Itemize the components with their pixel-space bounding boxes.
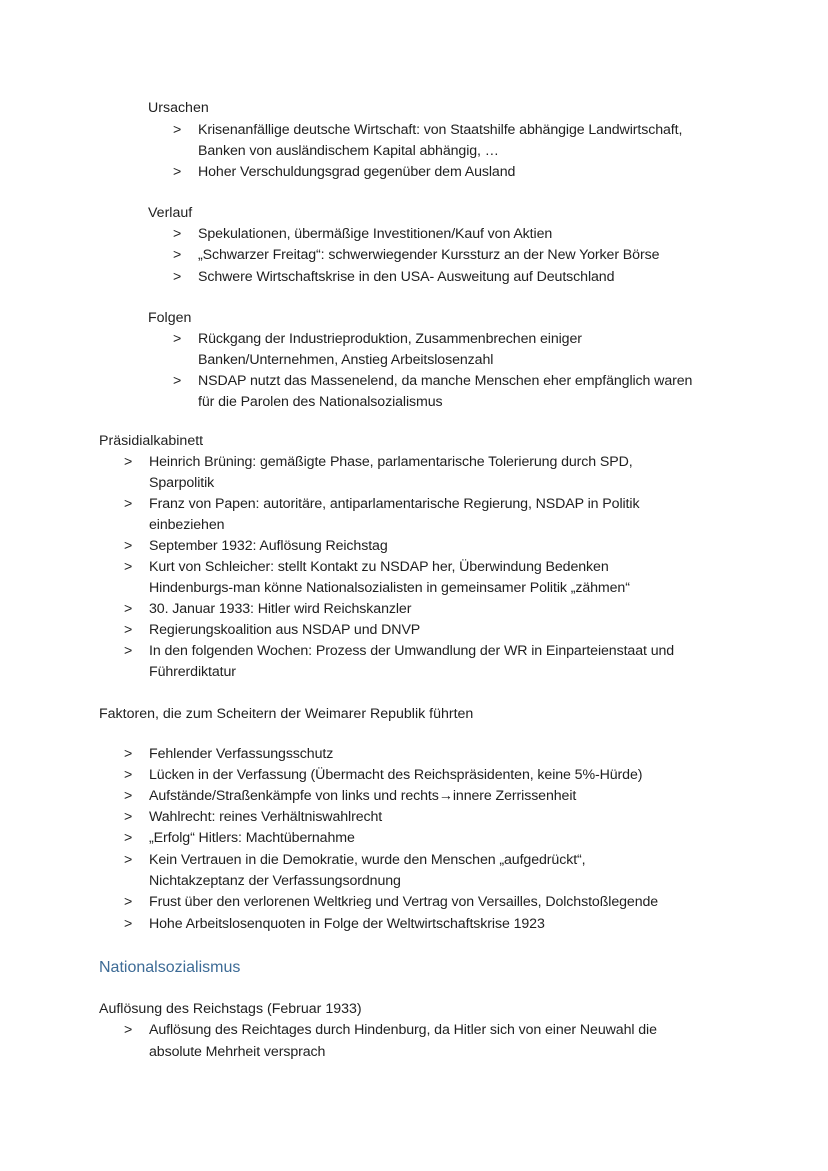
right-arrow-icon: → bbox=[438, 788, 453, 804]
heading-praesidialkabinett: Präsidialkabinett bbox=[99, 433, 204, 449]
bullet-marker: > bbox=[124, 538, 133, 554]
bullet-marker: > bbox=[124, 643, 133, 659]
bullet-marker: > bbox=[124, 454, 133, 470]
bullet-marker: > bbox=[124, 767, 133, 783]
list-item-line: Nichtakzeptanz der Verfassungsordnung bbox=[149, 873, 401, 889]
list-item-line: Kein Vertrauen in die Demokratie, wurde den Menschen „aufgedrückt“, bbox=[149, 852, 586, 868]
bullet-marker: > bbox=[124, 916, 133, 932]
list-item-line: Hohe Arbeitslosenquoten in Folge der Weltwirtschaftskrise 1923 bbox=[149, 916, 545, 932]
bullet-marker: > bbox=[173, 269, 182, 285]
heading-ursachen: Ursachen bbox=[148, 100, 209, 116]
list-item-line: Rückgang der Industrieproduktion, Zusammenbrechen einiger bbox=[198, 331, 582, 347]
list-item-line: absolute Mehrheit versprach bbox=[149, 1044, 326, 1060]
bullet-marker: > bbox=[173, 164, 182, 180]
bullet-marker: > bbox=[124, 894, 133, 910]
list-item-line: Banken/Unternehmen, Anstieg Arbeitslosenzahl bbox=[198, 352, 494, 368]
bullet-marker: > bbox=[124, 1022, 133, 1038]
list-item-line: Hoher Verschuldungsgrad gegenüber dem Ausland bbox=[198, 164, 516, 180]
bullet-marker: > bbox=[173, 122, 182, 138]
list-item-line: Lücken in der Verfassung (Übermacht des Reichspräsidenten, keine 5%-Hürde) bbox=[149, 767, 643, 783]
list-item-line: Frust über den verlorenen Weltkrieg und Vertrag von Versailles, Dolchstoßlegende bbox=[149, 894, 659, 910]
heading-aufloesung-reichstag: Auflösung des Reichstags (Februar 1933) bbox=[99, 1001, 362, 1017]
list-item-line: Hindenburgs-man könne Nationalsozialisten in gemeinsamer Politik „zähmen“ bbox=[149, 580, 630, 596]
list-item-text: innere Zerrissenheit bbox=[452, 788, 577, 804]
list-item-line: einbeziehen bbox=[149, 517, 225, 533]
bullet-marker: > bbox=[124, 622, 133, 638]
list-item-line: 30. Januar 1933: Hitler wird Reichskanzler bbox=[149, 601, 412, 617]
bullet-marker: > bbox=[124, 601, 133, 617]
list-item-line: Regierungskoalition aus NSDAP und DNVP bbox=[149, 622, 421, 638]
list-item-line: Spekulationen, übermäßige Investitionen/Kauf von Aktien bbox=[198, 226, 553, 242]
list-item-text: Aufstände/Straßenkämpfe von links und rechts bbox=[149, 788, 439, 804]
list-item-line: Heinrich Brüning: gemäßigte Phase, parlamentarische Tolerierung durch SPD, bbox=[149, 454, 633, 470]
list-item-line: Auflösung des Reichtages durch Hindenburg, da Hitler sich von einer Neuwahl die bbox=[149, 1022, 657, 1038]
list-item-line: NSDAP nutzt das Massenelend, da manche Menschen eher empfänglich waren bbox=[198, 373, 693, 389]
heading-folgen: Folgen bbox=[148, 310, 192, 326]
list-item-line: Führerdiktatur bbox=[149, 664, 236, 680]
bullet-marker: > bbox=[124, 788, 133, 804]
section-title-nationalsozialismus: Nationalsozialismus bbox=[99, 959, 241, 976]
list-item-line: September 1932: Auflösung Reichstag bbox=[149, 538, 388, 554]
bullet-marker: > bbox=[124, 830, 133, 846]
list-item-line: Schwere Wirtschaftskrise in den USA- Ausweitung auf Deutschland bbox=[198, 269, 615, 285]
list-item-line: Fehlender Verfassungsschutz bbox=[149, 746, 334, 762]
list-item-line: „Erfolg“ Hitlers: Machtübernahme bbox=[149, 830, 355, 846]
bullet-marker: > bbox=[124, 809, 133, 825]
list-item-line: Sparpolitik bbox=[149, 475, 215, 491]
bullet-marker: > bbox=[173, 226, 182, 242]
heading-verlauf: Verlauf bbox=[148, 205, 193, 221]
list-item-line: Banken von ausländischem Kapital abhängig, … bbox=[198, 143, 499, 159]
bullet-marker: > bbox=[173, 373, 182, 389]
list-item-line: Franz von Papen: autoritäre, antiparlamentarische Regierung, NSDAP in Politik bbox=[149, 496, 640, 512]
list-item-line: In den folgenden Wochen: Prozess der Umwandlung der WR in Einparteienstaat und bbox=[149, 643, 675, 659]
bullet-marker: > bbox=[173, 331, 182, 347]
list-item-line: Krisenanfällige deutsche Wirtschaft: von Staatshilfe abhängige Landwirtschaft, bbox=[198, 122, 683, 138]
list-item-line bbox=[149, 786, 576, 807]
list-item-line: Kurt von Schleicher: stellt Kontakt zu NSDAP her, Überwindung Bedenken bbox=[149, 559, 609, 575]
bullet-marker: > bbox=[173, 247, 182, 263]
bullet-marker: > bbox=[124, 746, 133, 762]
heading-faktoren: Faktoren, die zum Scheitern der Weimarer Republik führten bbox=[99, 706, 474, 722]
bullet-marker: > bbox=[124, 496, 133, 512]
bullet-marker: > bbox=[124, 559, 133, 575]
list-item-line: für die Parolen des Nationalsozialismus bbox=[198, 394, 443, 410]
list-item-line: „Schwarzer Freitag“: schwerwiegender Kurssturz an der New Yorker Börse bbox=[198, 247, 660, 263]
bullet-marker: > bbox=[124, 852, 133, 868]
list-item-line: Wahlrecht: reines Verhältniswahlrecht bbox=[149, 809, 383, 825]
